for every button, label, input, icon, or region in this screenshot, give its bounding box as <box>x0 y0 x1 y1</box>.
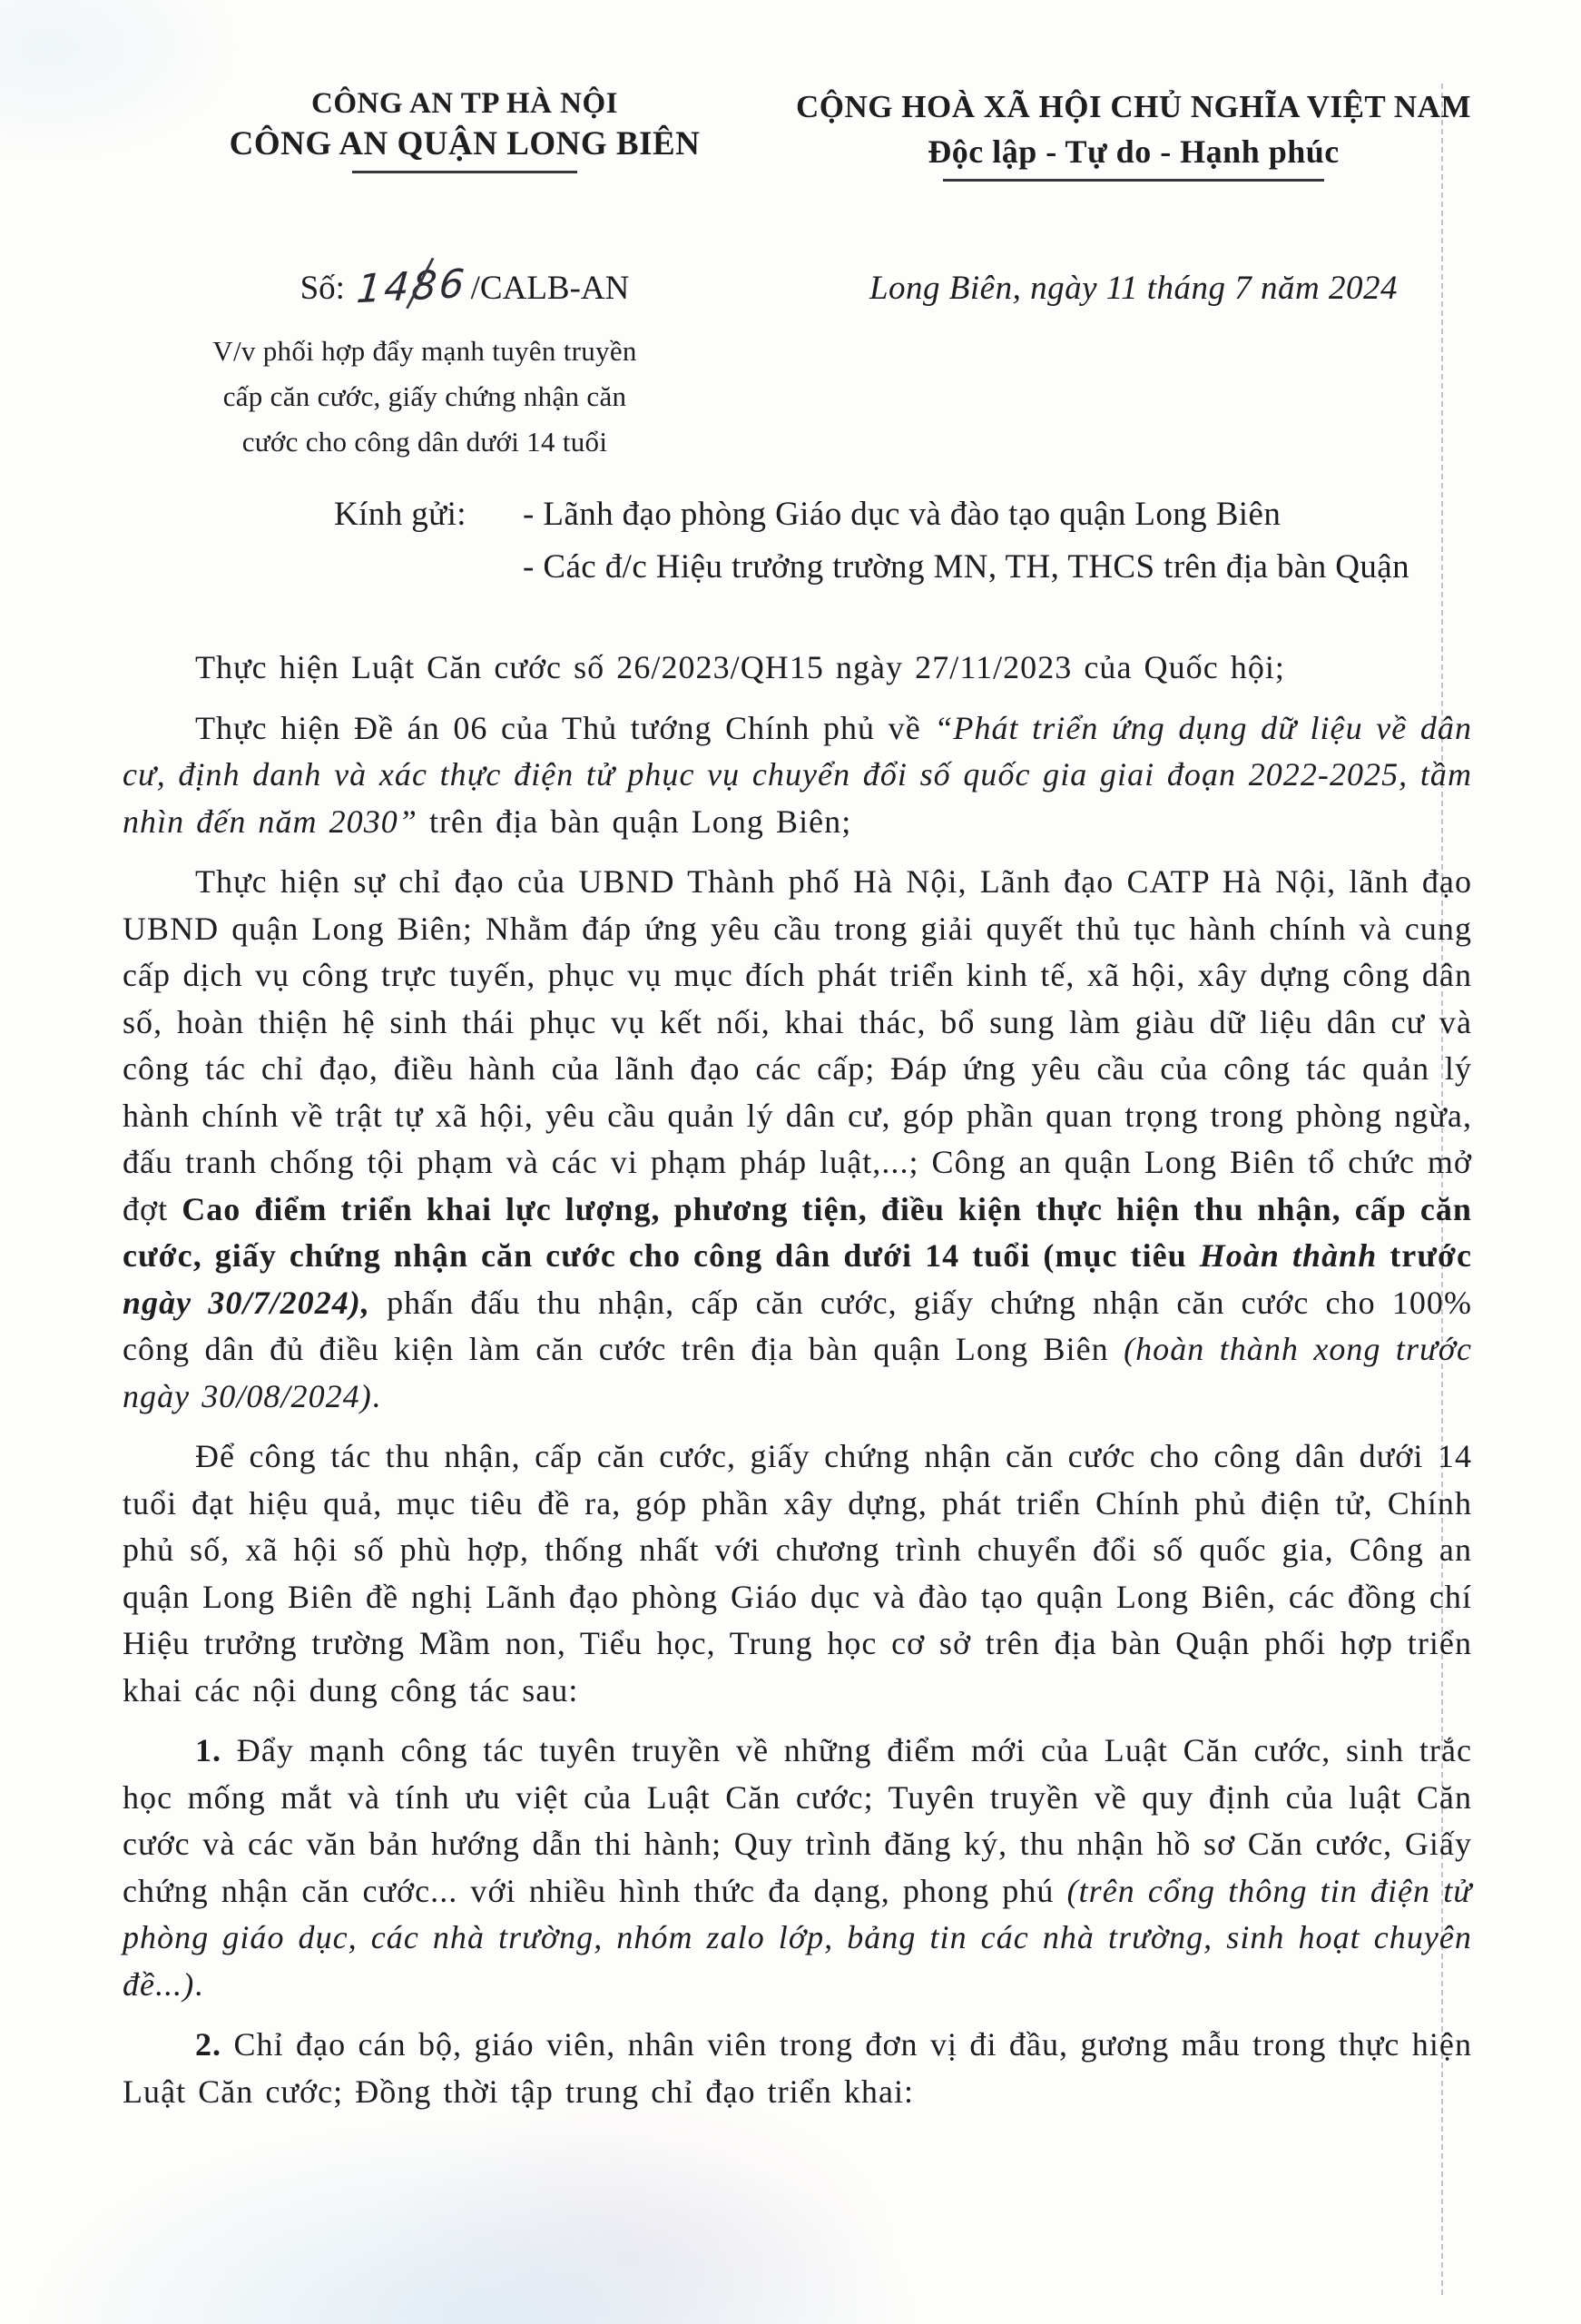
org-header <box>220 87 710 173</box>
recipient-row <box>334 488 1409 541</box>
recipients <box>334 488 1409 594</box>
text-run: Thực hiện sự chỉ đạo của UBND Thành phố Hà Nội, Lãnh đạo CATP Hà Nội, lãnh đạo UBND quận Long Biên; Nhằm đáp ứng yêu cầu trong giải quyết thủ tục hành chính và cung cấp dịch vụ công trực tuyến, phục vụ mục đích phát triển kinh tế, xã hội, xây dựng công dân số, hoàn thiện hệ sinh thái phục vụ kết nối, khai thác, bổ sung làm giàu dữ liệu dân cư và công tác chỉ đạo, điều hành của lãnh đạo các cấp; Đáp ứng yêu cầu của công tác quản lý hành chính về trật tự xã hội, yêu cầu quản lý dân cư, góp phần quan trọng trong phòng ngừa, đấu tranh chống tội phạm và các vi phạm pháp luật,...; Công an quận Long Biên tổ chức mở đợt <box>123 863 1472 1227</box>
org-underline <box>352 171 577 173</box>
body-paragraph <box>123 645 1472 692</box>
subject-line: cấp căn cước, giấy chứng nhận căn <box>222 380 627 412</box>
body-paragraph <box>123 2022 1472 2115</box>
text-run: “Phát triển ứng dụng dữ liệu về dân cư, định danh và xác thực điện tử phục vụ chuyển đổi số quốc gia giai đoạn 2022-2025, tầm nhìn đến năm 2030” <box>123 709 1472 840</box>
text-run: Cao điểm triển khai lực lượng, phương tiện, điều kiện thực hiện thu nhận, cấp căn cước, giấy chứng nhận căn cước cho công dân dưới 14 tuổi (mục tiêu <box>123 1190 1473 1274</box>
body-paragraph <box>123 1728 1472 2008</box>
national-motto: Độc lập - Tự do - Hạnh phúc <box>928 133 1340 170</box>
body-paragraph <box>123 859 1472 1420</box>
org-parent-name: CÔNG AN TP HÀ NỘI <box>311 87 618 120</box>
text-run: (hoàn thành xong trước ngày 30/08/2024) <box>123 1331 1472 1414</box>
handwritten-stroke <box>407 258 435 310</box>
body-paragraph <box>123 705 1472 846</box>
text-run: Đẩy mạnh công tác tuyên truyền về những điểm mới của Luật Căn cước, sinh trắc học mống mắt và tính ưu việt của Luật Căn cước; Tuyên truyền về quy định của luật Căn cước và các văn bản hướng dẫn thi hành; Quy trình đăng ký, thu nhận hồ sơ Căn cước, Giấy chứng nhận căn cước... với nhiều hình thức đa dạng, phong phú <box>123 1732 1472 1909</box>
doc-number-suffix: /CALB-AN <box>470 270 630 307</box>
national-title: CỘNG HOÀ XÃ HỘI CHỦ NGHĨA VIỆT NAM <box>796 89 1471 124</box>
motto-underline <box>943 179 1324 182</box>
text-run: 2. <box>195 2026 222 2063</box>
document-body <box>123 645 1472 2129</box>
recipients-label: Kính gửi: <box>334 496 466 533</box>
text-run: 1. <box>195 1732 222 1768</box>
text-run: trên địa bàn quận Long Biên; <box>417 803 852 840</box>
subject-line: cước cho công dân dưới 14 tuổi <box>241 426 608 458</box>
text-run: phấn đấu thu nhận, cấp căn cước, giấy chứng nhận căn cước cho 100% công dân đủ điều kiện làm căn cước trên địa bàn quận Long Biên <box>123 1284 1472 1367</box>
text-run: ngày 30/7/2024), <box>123 1284 370 1321</box>
text-run: . <box>194 1965 204 2003</box>
text-run: Thực hiện Đề án 06 của Thủ tướng Chính phủ về <box>195 709 935 746</box>
national-header <box>751 89 1516 182</box>
text-run: trước <box>1377 1237 1472 1274</box>
text-run: (trên cổng thông tin điện tử phòng giáo dục, các nhà trường, nhóm zalo lớp, bảng tin các nhà trường, sinh hoạt chuyên đề...) <box>123 1872 1472 2003</box>
text-run: Chỉ đạo cán bộ, giáo viên, nhân viên trong đơn vị đi đầu, gương mẫu trong thực hiện Luật Căn cước; Đồng thời tập trung chỉ đạo triển khai: <box>123 2026 1472 2110</box>
recipient-row <box>334 541 1409 594</box>
body-paragraph <box>123 1433 1472 1714</box>
text-run: . <box>371 1377 381 1414</box>
text-run: Hoàn thành <box>1199 1237 1378 1274</box>
recipient-item: - Các đ/c Hiệu trưởng trường MN, TH, THCS trên địa bàn Quận <box>523 548 1409 586</box>
text-run: Thực hiện Luật Căn cước số 26/2023/QH15 ngày 27/11/2023 của Quốc hội; <box>195 649 1285 685</box>
place-date: Long Biên, ngày 11 tháng 7 năm 2024 <box>869 270 1399 307</box>
doc-number <box>220 261 710 313</box>
text-run: Để công tác thu nhận, cấp căn cước, giấy chứng nhận căn cước cho công dân dưới 14 tuổi đạt hiệu quả, mục tiêu đề ra, góp phần xây dựng, phát triển Chính phủ điện tử, Chính phủ số, xã hội số phù hợp, thống nhất với chương trình chuyển đổi số quốc gia, Công an quận Long Biên đề nghị Lãnh đạo phòng Giáo dục và đào tạo quận Long Biên, các đồng chí Hiệu trưởng trường Mầm non, Tiểu học, Trung học cơ sở trên địa bàn Quận phối hợp triển khai các nội dung công tác sau: <box>123 1438 1472 1709</box>
doc-subject <box>198 329 652 465</box>
handwritten-number: 1486 <box>351 261 473 312</box>
org-name: CÔNG AN QUẬN LONG BIÊN <box>229 125 701 162</box>
recipient-item: - Lãnh đạo phòng Giáo dục và đào tạo quận Long Biên <box>523 496 1281 533</box>
doc-number-prefix: Số: <box>300 270 354 307</box>
subject-line: V/v phối hợp đẩy mạnh tuyên truyền <box>212 335 637 367</box>
